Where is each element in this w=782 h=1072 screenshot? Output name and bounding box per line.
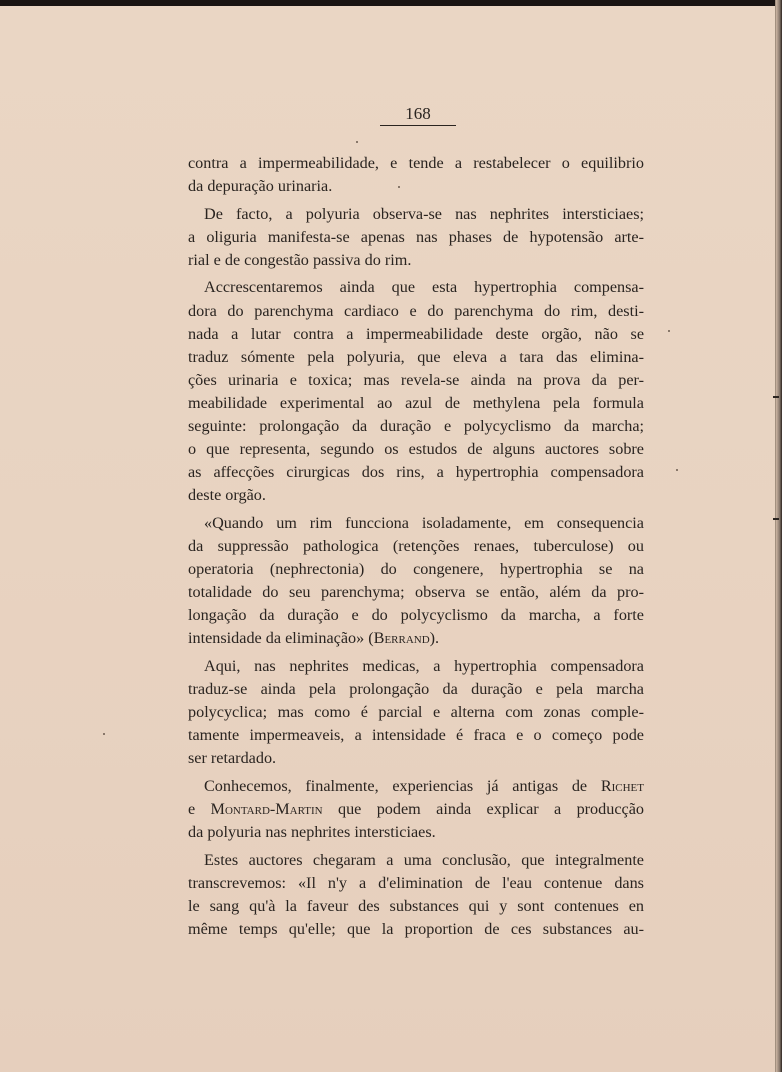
text-line: e Montard-Martin que podem ainda explicar a producção [188,800,644,819]
text-line: tamente impermeaveis, a intensidade é fraca e o começo pode [188,726,644,745]
edge-mark [773,396,779,398]
text-line: Conhecemos, finalmente, experiencias já antigas de Richet [204,776,644,795]
text-line: ser retardado. [188,749,277,768]
text-line: polycyclica; mas como é parcial e alterna com zonas comple- [188,703,644,722]
text-line: meabilidade experimental ao azul de methylena pela formula [188,393,644,412]
text-line: transcrevemos: «Il n'y a d'elimination de l'eau contenue dans [188,873,644,892]
ink-speck [398,186,400,188]
text-line: traduz sómente pela polyuria, que eleva a tara das elimina- [188,347,644,366]
page-number: 168 [405,104,431,123]
text-line: Aqui, nas nephrites medicas, a hypertrophia compensadora [204,656,644,675]
ink-speck [103,733,105,735]
text-line: a oliguria manifesta-se apenas nas phases de hypotensão arte- [188,227,644,246]
text-line: le sang qu'à la faveur des substances qui y sont contenues en [188,896,644,915]
text-line: da depuração urinaria. [188,177,333,196]
ink-speck [676,469,678,471]
text-line: da polyuria nas nephrites intersticiaes. [188,823,436,842]
text-line: De facto, a polyuria observa-se nas nephrites intersticiaes; [204,204,644,223]
text-line: longação da duração e do polycyclismo da marcha, a forte [188,606,644,625]
body-text [188,152,644,941]
author-name: Berrand [373,629,430,648]
author-name: Richet [600,776,644,795]
text-line: deste orgão. [188,486,266,505]
page-top-edge [0,0,782,6]
text-line: o que representa, segundo os estudos de alguns auctores sobre [188,440,644,459]
text-line: rial e de congestão passiva do rim. [188,250,412,269]
text-line: ções urinaria e toxica; mas revela-se ainda na prova da per- [188,370,644,389]
text-line: contra a impermeabilidade, e tende a restabelecer o equilibrio [188,154,644,172]
text-line: «Quando um rim funcciona isoladamente, em consequencia [204,513,644,532]
text-line: intensidade da eliminação» (Berrand). [188,629,440,648]
text-line: traduz-se ainda pela prolongação da duração e pela marcha [188,680,644,699]
text-line: dora do parenchyma cardiaco e do parenchyma do rim, desti- [188,301,644,320]
ink-speck [668,330,670,332]
page-number-rule [380,125,456,126]
text-line: da suppressão pathologica (retenções renaes, tuberculose) ou [188,537,644,555]
text-line: même temps qu'elle; que la proportion de ces substances au- [188,920,644,938]
text-line: operatoria (nephrectonia) do congenere, hypertrophia se na [188,560,644,579]
text-line: as affecções cirurgicas dos rins, a hypertrophia compensadora [188,463,644,482]
text-line: Estes auctores chegaram a uma conclusão, que integralmente [204,850,644,869]
text-line: nada a lutar contra a impermeabilidade deste orgão, não se [188,324,644,343]
author-name: Montard-Martin [210,800,323,819]
ink-speck [356,141,358,143]
text-line: seguinte: prolongação da duração e polycyclismo da marcha; [188,417,644,436]
edge-mark [773,518,779,520]
text-line: Accrescentaremos ainda que esta hypertrophia compensa- [204,278,644,297]
text-line: totalidade do seu parenchyma; observa se então, além da pro- [188,583,644,602]
page-right-edge [776,0,782,1072]
